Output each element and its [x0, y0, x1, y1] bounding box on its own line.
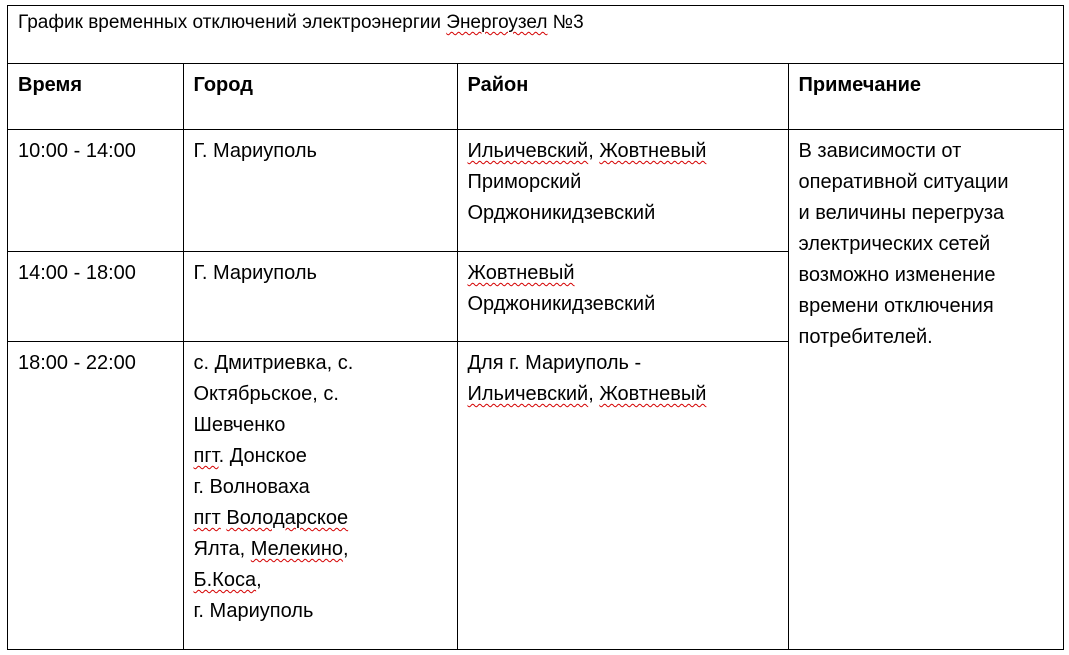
city-line [194, 503, 447, 534]
district-name: Жовтневый [599, 140, 707, 162]
district-cell [457, 130, 788, 252]
time-cell: 18:00 - 22:00 [8, 342, 183, 651]
settlement-type: пгт [193, 507, 221, 529]
note-line: и величины перегруза [798, 202, 1005, 224]
city-line: Шевченко [193, 414, 286, 436]
district-line: Орджоникидзевский [467, 202, 656, 224]
district-line: Орджоникидзевский [467, 293, 656, 315]
title-suffix: №3 [547, 12, 584, 33]
city-line [194, 441, 447, 472]
header-row [8, 64, 1063, 130]
note-cell [788, 130, 1063, 651]
city-cell: Г. Мариуполь [183, 130, 457, 252]
settlement-name: Б.Коса [193, 569, 257, 591]
district-name: Ильичевский [467, 140, 589, 162]
district-line: Для г. Мариуполь - [467, 352, 642, 374]
note-line: электрических сетей [798, 233, 991, 255]
table-row [8, 130, 1063, 252]
time-cell: 10:00 - 14:00 [8, 130, 183, 252]
settlement-type: пгт [193, 445, 219, 467]
title-node-name: Энергоузел [446, 12, 548, 33]
city-cell: Г. Мариуполь [183, 252, 457, 342]
district-line: Жовтневый [467, 262, 575, 284]
district-cell [457, 252, 788, 342]
separator: , [588, 383, 600, 405]
separator: , [588, 140, 600, 162]
outage-schedule-table [8, 64, 1063, 650]
note-line: оперативной ситуации [798, 171, 1009, 193]
city-line: г. Мариуполь [193, 600, 314, 622]
settlement-name: Мелекино [250, 538, 344, 560]
city-line: с. Дмитриевка, с. [193, 352, 354, 374]
separator: , [343, 538, 349, 560]
header-district: Район [457, 64, 788, 130]
document-title [8, 6, 1063, 64]
title-prefix: График временных отключений электроэнергии [18, 12, 447, 33]
district-line [468, 379, 778, 410]
city-line: Октябрьское, с. [193, 383, 339, 405]
header-city: Город [183, 64, 457, 130]
schedule-document [7, 5, 1064, 650]
note-line: возможно изменение [798, 264, 996, 286]
header-note: Примечание [788, 64, 1063, 130]
settlement-name: Володарское [226, 507, 349, 529]
note-line: потребителей. [798, 326, 933, 348]
separator: , [256, 569, 262, 591]
note-line: В зависимости от [798, 140, 962, 162]
settlement-name: . Донское [218, 445, 307, 467]
city-line [194, 534, 447, 565]
note-line: времени отключения [798, 295, 994, 317]
city-line [194, 565, 447, 596]
district-line: Приморский [467, 171, 582, 193]
time-cell: 14:00 - 18:00 [8, 252, 183, 342]
district-cell [457, 342, 788, 651]
city-cell [183, 342, 457, 651]
city-line: г. Волноваха [193, 476, 310, 498]
district-line [468, 136, 778, 167]
settlement-name: Ялта, [193, 538, 251, 560]
district-name: Ильичевский [467, 383, 589, 405]
district-name: Жовтневый [599, 383, 707, 405]
header-time: Время [8, 64, 183, 130]
